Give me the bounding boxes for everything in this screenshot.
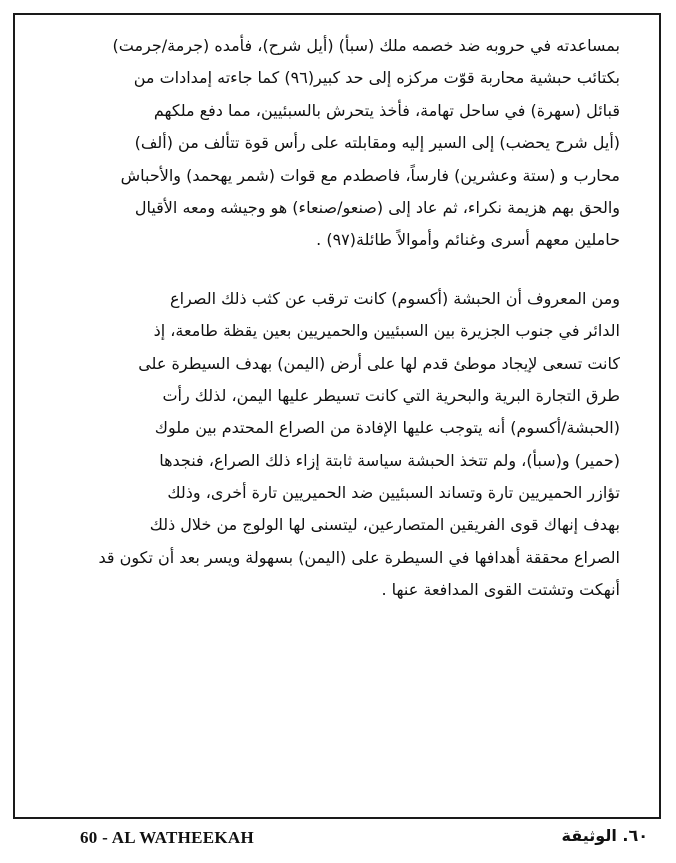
text-line: (حمير) و(سبأ)، ولم تتخذ الحبشة سياسة ثابتة إزاء ذلك الصراع، فنجدها bbox=[159, 450, 620, 470]
text-line: قبائل (سهرة) في ساحل تهامة، فأخذ يتحرش بالسبئيين، مما دفع ملكهم bbox=[153, 100, 620, 120]
text-line: بكتائب حبشية محاربة قوّت مركزه إلى حد كبير(٩٦) كما جاءته إمدادات من bbox=[133, 68, 620, 88]
article-body bbox=[58, 30, 620, 607]
text-line: تؤازر الحميريين تارة وتساند السبئيين ضد الحميريين تارة أخرى، وذلك bbox=[167, 483, 620, 503]
text-line: حاملين معهم أسرى وغنائم وأموالاً طائلة(٩٧) . bbox=[316, 230, 620, 250]
footer-page-number-arabic: ٦٠. الوثيقة bbox=[561, 826, 648, 845]
text-line: طرق التجارة البرية والبحرية التي كانت تسيطر عليها اليمن، لذلك رأت bbox=[162, 385, 620, 405]
text-line: محارب و (ستة وعشرين) فارساً، فاصطدم مع قوات (شمر يهحمد) والأحباش bbox=[120, 165, 620, 185]
page-footer bbox=[20, 820, 656, 860]
text-line: (الحبشة/أكسوم) أنه يتوجب عليها الإفادة من الصراع المحتدم بين ملوك bbox=[154, 418, 620, 438]
text-line: الدائر في جنوب الجزيرة بين السبئيين والحميريين بعين يقظة طامعة، إذ bbox=[153, 321, 620, 341]
text-line: بمساعدته في حروبه ضد خصمه ملك (سبأ) (أيل شرح)، فأمده (جرمة/جرمت) bbox=[112, 36, 620, 55]
paragraph-2 bbox=[58, 283, 620, 607]
text-line: والحق بهم هزيمة نكراء، ثم عاد إلى (صنعو/صنعاء) هو وجيشه ومعه الأقيال bbox=[134, 197, 620, 217]
paragraph-spacer bbox=[58, 257, 620, 283]
paragraph-1 bbox=[58, 30, 620, 257]
text-line: بهدف إنهاك قوى الفريقين المتصارعين، ليتسنى لها الولوج من خلال ذلك bbox=[149, 515, 620, 535]
footer-page-number-english: 60 - AL WATHEEKAH bbox=[80, 828, 255, 847]
text-line: كانت تسعى لإيجاد موطئ قدم لها على أرض (اليمن) بهدف السيطرة على bbox=[138, 353, 620, 373]
text-line: أنهكت وتشتت القوى المدافعة عنها . bbox=[381, 580, 620, 600]
text-line: ومن المعروف أن الحبشة (أكسوم) كانت ترقب عن كثب ذلك الصراع bbox=[170, 288, 620, 308]
text-line: (أيل شرح يحضب) إلى السير إليه ومقابلته على رأس قوة تتألف من (ألف) bbox=[134, 133, 620, 153]
text-line: الصراع محققة أهدافها في السيطرة على (اليمن) بسهولة ويسر بعد أن تكون قد bbox=[98, 547, 620, 567]
